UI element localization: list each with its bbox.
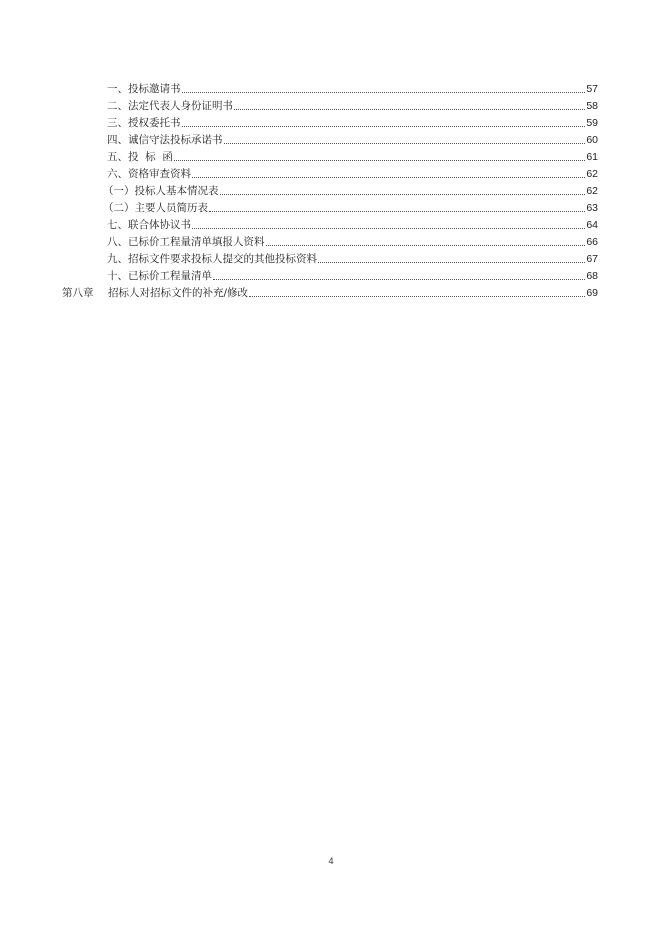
toc-entry-page: 66 [586, 236, 598, 248]
toc-entry-page: 67 [586, 253, 598, 265]
toc-entry[interactable] [107, 216, 598, 232]
dot-leader [192, 176, 585, 178]
dot-leader [234, 108, 585, 110]
toc-entry-page: 62 [586, 185, 598, 197]
toc-entry[interactable] [107, 165, 598, 181]
toc-entry-page: 58 [586, 100, 598, 112]
toc-entry-page: 62 [586, 168, 598, 180]
toc-entry[interactable] [107, 148, 598, 164]
dot-leader [174, 159, 585, 161]
toc-entry-page: 59 [586, 117, 598, 129]
dot-leader [249, 295, 585, 297]
toc-entry[interactable] [107, 131, 598, 147]
toc-entry[interactable] [107, 250, 598, 266]
toc-entry-page: 64 [586, 219, 598, 231]
dot-leader [224, 142, 586, 144]
toc-entry-page: 63 [586, 202, 598, 214]
toc-entry[interactable] [107, 114, 598, 130]
toc-entry-title: 招标人对招标文件的补充/修改 [108, 287, 249, 299]
dot-leader [213, 278, 585, 280]
dot-leader [266, 244, 586, 246]
toc-entry-title: 二、法定代表人身份证明书 [107, 100, 233, 112]
toc-entry[interactable] [103, 182, 598, 198]
toc-entry[interactable] [107, 97, 598, 113]
toc-entry-page: 61 [586, 151, 598, 163]
toc-entry-title: 五、投 标 函 [107, 151, 173, 163]
toc-entry-page: 69 [586, 287, 598, 299]
toc-entry-page: 68 [586, 270, 598, 282]
toc-entry-page: 57 [586, 83, 598, 95]
page-number: 4 [328, 856, 334, 866]
dot-leader [220, 193, 586, 195]
toc-entry-title: 六、资格审查资料 [107, 168, 191, 180]
dot-leader [182, 91, 586, 93]
toc-entry-title: （一）投标人基本情况表 [103, 185, 219, 197]
dot-leader [209, 210, 585, 212]
dot-leader [192, 227, 585, 229]
toc-entry-title: 八、已标价工程量清单填报人资料 [107, 236, 265, 248]
toc-entry[interactable] [107, 267, 598, 283]
toc-chapter-entry[interactable] [62, 284, 598, 300]
toc-entry-title: （二）主要人员简历表 [103, 202, 208, 214]
toc-entry-title: 十、已标价工程量清单 [107, 270, 212, 282]
toc-entry-page: 60 [586, 134, 598, 146]
toc-entry[interactable] [103, 199, 598, 215]
toc-entry-title: 九、招标文件要求投标人提交的其他投标资料 [107, 253, 317, 265]
toc-entry-title: 七、联合体协议书 [107, 219, 191, 231]
chapter-label: 第八章 [62, 287, 94, 299]
toc-entry-title: 四、诚信守法投标承诺书 [107, 134, 223, 146]
toc-entry[interactable] [107, 80, 598, 96]
toc-entry-title: 一、投标邀请书 [107, 83, 181, 95]
toc-entry-title: 三、授权委托书 [107, 117, 181, 129]
dot-leader [182, 125, 586, 127]
dot-leader [318, 261, 585, 263]
toc-entry[interactable] [107, 233, 598, 249]
